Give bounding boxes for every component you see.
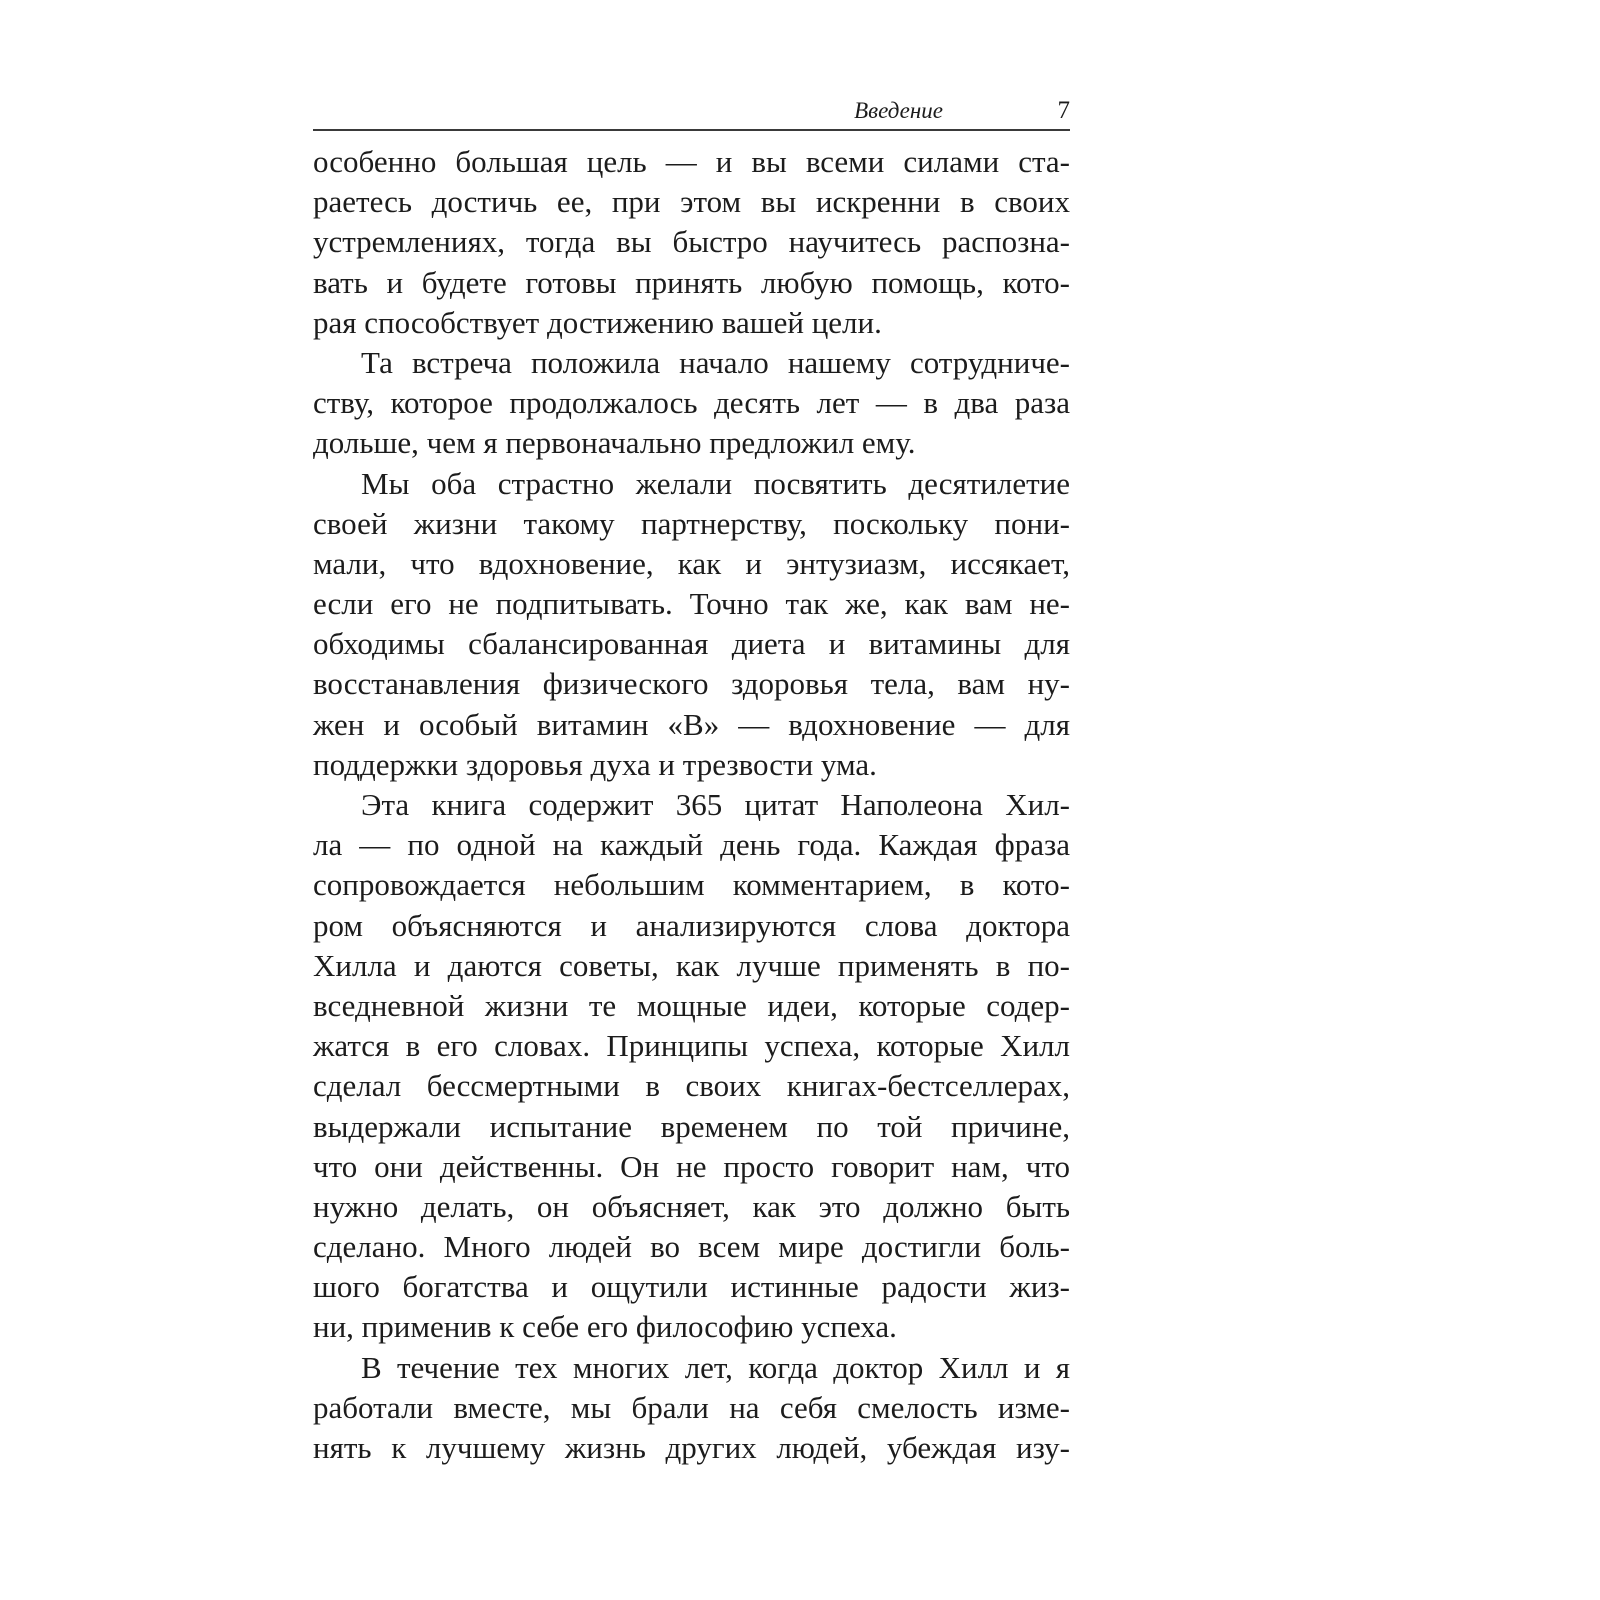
text-line: восстанавления физического здоровья тела, вам ну- [313, 666, 1070, 702]
text-line: работали вместе, мы брали на себя смелость изме- [313, 1389, 1070, 1425]
text-line: жен и особый витамин «В» — вдохновение — для [313, 706, 1070, 742]
text-line: раетесь достичь ее, при этом вы искренни в своих [313, 184, 1070, 220]
text-line: особенно большая цель — и вы всеми силами ста- [313, 144, 1070, 179]
text-line: сделал бессмертными в своих книгах-бестселлерах, [313, 1068, 1070, 1104]
text-line: вать и будете готовы принять любую помощь, кото- [313, 264, 1070, 300]
text-line: рая способствует достижению вашей цели. [313, 304, 882, 340]
text-line: поддержки здоровья духа и трезвости ума. [313, 746, 877, 782]
text-line: Та встреча положила начало нашему сотрудниче- [361, 344, 1070, 380]
text-line: если его не подпитывать. Точно так же, как вам не- [313, 586, 1070, 622]
text-line: ла — по одной на каждый день года. Каждая фраза [313, 827, 1070, 863]
text-line: Хилла и даются советы, как лучше применять в по- [313, 947, 1070, 983]
text-line: Мы оба страстно желали посвятить десятилетие [361, 465, 1070, 501]
text-line: В течение тех многих лет, когда доктор Хилл и я [361, 1349, 1070, 1385]
text-line: устремлениях, тогда вы быстро научитесь распозна- [313, 224, 1070, 260]
text-line: сделано. Много людей во всем мире достигли боль- [313, 1229, 1070, 1265]
body-text [313, 142, 1070, 1468]
text-line: жатся в его словах. Принципы успеха, которые Хилл [313, 1028, 1070, 1064]
text-line: мали, что вдохновение, как и энтузиазм, иссякает, [313, 545, 1070, 581]
text-line: вседневной жизни те мощные идеи, которые содер- [313, 987, 1070, 1023]
page-number: 7 [1057, 97, 1070, 124]
text-line: Эта книга содержит 365 цитат Наполеона Хил- [361, 787, 1070, 822]
text-line: ству, которое продолжалось десять лет — в два раза [313, 385, 1070, 421]
text-line: сопровождается небольшим комментарием, в кото- [313, 867, 1070, 903]
text-line: ром объясняются и анализируются слова доктора [313, 907, 1070, 943]
text-line: выдержали испытание временем по той причине, [313, 1108, 1070, 1144]
text-line: нужно делать, он объясняет, как это должно быть [313, 1188, 1070, 1224]
text-line: обходимы сбалансированная диета и витамины для [313, 626, 1070, 662]
text-line: дольше, чем я первоначально предложил ему. [313, 425, 916, 461]
text-line: что они действенны. Он не просто говорит нам, что [313, 1148, 1070, 1184]
page-header [313, 96, 1070, 131]
running-head: Введение [854, 98, 943, 123]
text-line: шого богатства и ощутили истинные радости жиз- [313, 1269, 1070, 1305]
text-line: ни, применив к себе его философию успеха. [313, 1309, 897, 1345]
text-line: своей жизни такому партнерству, поскольку пони- [313, 505, 1070, 541]
text-line: нять к лучшему жизнь других людей, убеждая изу- [313, 1430, 1070, 1465]
